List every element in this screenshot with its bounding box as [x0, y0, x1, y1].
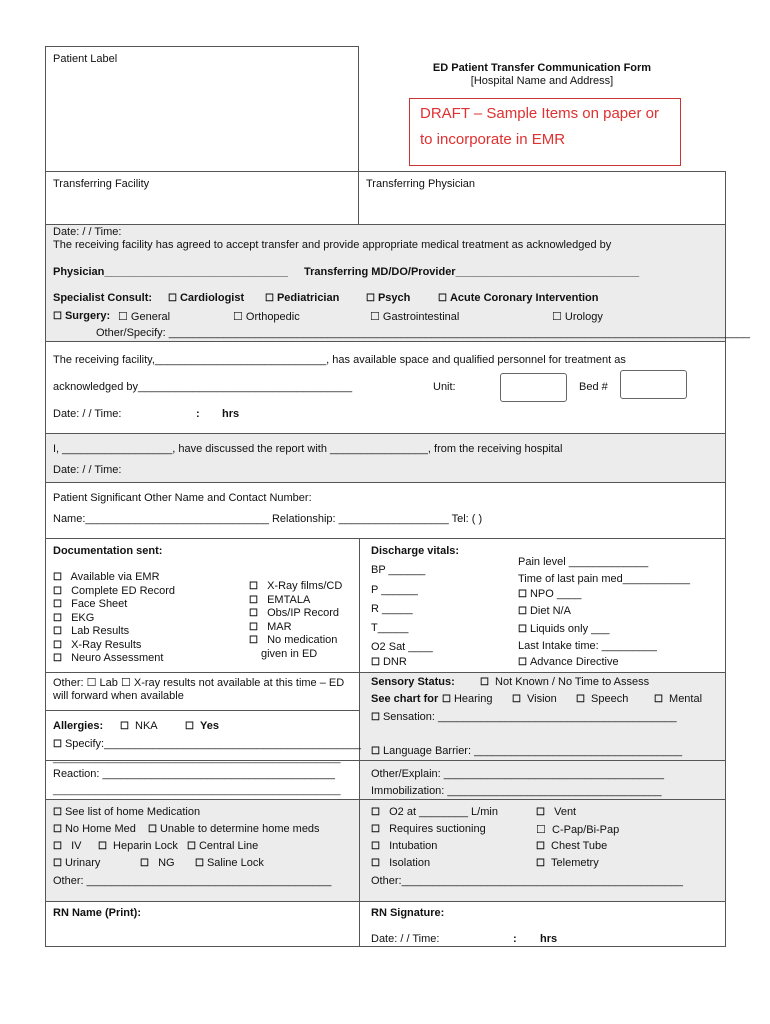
doc-item: ☐ EKG — [53, 611, 95, 624]
pain-level[interactable]: Pain level _____________ — [518, 556, 649, 568]
documentation-left-list[interactable] — [53, 571, 175, 666]
form-title: ED Patient Transfer Communication Form — [432, 62, 652, 74]
iv-checkbox[interactable]: ☐ IV — [53, 840, 82, 852]
doc-item: ☐ Available via EMR — [53, 571, 160, 583]
psych-checkbox[interactable]: ☐ Psych — [366, 292, 411, 304]
transferring-physician[interactable]: Transferring Physician — [366, 178, 476, 190]
orthopedic-checkbox[interactable]: ☐ Orthopedic — [233, 311, 300, 323]
doc-item: ☐ X-Ray films/CD — [249, 580, 343, 592]
bed-input[interactable] — [620, 370, 687, 399]
doc-other-line2: will forward when available — [53, 690, 184, 702]
contact-name[interactable]: Name:______________________________ Relationship: __________________ Tel: ( ) — [53, 513, 483, 525]
vision-checkbox[interactable]: ☐ Vision — [512, 693, 557, 705]
signature-hrs: hrs — [540, 933, 558, 945]
pediatrician-checkbox[interactable]: ☐ Pediatrician — [265, 292, 340, 304]
saline-lock-checkbox[interactable]: ☐ Saline Lock — [195, 857, 264, 869]
not-known-checkbox[interactable]: ☐ Not Known / No Time to Assess — [480, 676, 650, 688]
cpap-checkbox[interactable]: ☐ C-Pap/Bi-Pap — [536, 824, 620, 836]
suctioning-checkbox[interactable]: ☐ Requires suctioning — [371, 823, 486, 835]
acceptance-date[interactable]: Date: / / Time: — [53, 226, 122, 238]
resp-field[interactable]: R _____ — [371, 603, 413, 615]
doc-item: ☐ MAR — [249, 620, 292, 633]
see-chart-label: See chart for — [371, 693, 439, 705]
draft-notice: DRAFT – Sample Items on paper or to incorporate in EMR — [409, 98, 681, 166]
home-med-list-checkbox[interactable]: ☐ See list of home Medication — [53, 806, 201, 818]
doc-item: ☐ No medication — [249, 634, 338, 646]
mental-checkbox[interactable]: ☐ Mental — [654, 693, 703, 705]
doc-item: ☐ X-Ray Results — [53, 638, 142, 651]
contact-title: Patient Significant Other Name and Contact Number: — [53, 492, 312, 504]
bed-label: Bed # — [579, 381, 608, 393]
last-pain-med[interactable]: Time of last pain med___________ — [518, 573, 691, 585]
central-line-checkbox[interactable]: ☐ Central Line — [187, 840, 259, 852]
dnr-checkbox[interactable]: ☐ DNR — [371, 656, 407, 668]
hospital-name: [Hospital Name and Address] — [470, 75, 614, 87]
diet-checkbox[interactable]: ☐ Diet N/A — [518, 605, 571, 617]
specify-field[interactable]: ☐ Specify:__________________________________________ — [53, 738, 362, 750]
nka-checkbox[interactable]: ☐ NKA — [120, 720, 158, 732]
intubation-checkbox[interactable]: ☐ Intubation — [371, 840, 438, 852]
time-colon: : — [196, 408, 200, 420]
unit-input[interactable] — [500, 373, 567, 402]
npo-checkbox[interactable]: ☐ NPO ____ — [518, 588, 582, 600]
rn-signature-field[interactable]: RN Signature: — [371, 907, 445, 919]
no-home-med-checkbox[interactable]: ☐ No Home Med — [53, 823, 136, 835]
doc-item: ☐ Neuro Assessment — [53, 652, 164, 664]
receiving-line1[interactable]: The receiving facility,____________________________, has available space and qualified personnel for treatment as — [53, 354, 626, 366]
other-specify[interactable]: Other/Specify: _______________________________________________________________________________________________ — [96, 327, 750, 339]
hrs-label: hrs — [222, 408, 240, 420]
isolation-checkbox[interactable]: ☐ Isolation — [371, 857, 431, 869]
aci-checkbox[interactable]: ☐ Acute Coronary Intervention — [438, 292, 599, 304]
signature-date[interactable]: Date: / / Time: — [371, 933, 440, 945]
md-field[interactable]: Transferring MD/DO/Provider______________________________ — [304, 266, 640, 278]
discussion-line[interactable]: I, __________________, have discussed the report with ________________, from the receiving hospital — [53, 443, 563, 455]
heparin-lock-checkbox[interactable]: ☐ Heparin Lock — [98, 840, 178, 852]
receiving-acknowledged[interactable]: acknowledged by___________________________________ — [53, 381, 353, 393]
doc-item: ☐ Face Sheet — [53, 598, 128, 610]
discussion-date[interactable]: Date: / / Time: — [53, 464, 122, 476]
pulse-field[interactable]: P ______ — [371, 584, 418, 596]
yes-checkbox[interactable]: ☐ Yes — [185, 720, 219, 732]
vitals-title: Discharge vitals: — [371, 545, 460, 557]
specify-field-cont[interactable]: _______________________________________________ — [53, 752, 341, 764]
bp-field[interactable]: BP ______ — [371, 564, 426, 576]
gastro-checkbox[interactable]: ☐ Gastrointestinal — [370, 311, 460, 323]
patient-label: Patient Label — [53, 53, 118, 65]
ng-checkbox[interactable]: ☐ NG — [140, 857, 175, 869]
resp-other-field[interactable]: Other:______________________________________________ — [371, 875, 683, 887]
signature-time-colon: : — [513, 933, 517, 945]
chest-tube-checkbox[interactable]: ☐ Chest Tube — [536, 840, 608, 852]
transferring-facility[interactable]: Transferring Facility — [53, 178, 150, 190]
allergies-label: Allergies: — [53, 720, 104, 732]
surgery-checkbox[interactable]: ☐ Surgery: — [53, 310, 111, 322]
liquids-checkbox[interactable]: ☐ Liquids only ___ — [518, 623, 610, 635]
vent-checkbox[interactable]: ☐ Vent — [536, 806, 577, 818]
reaction-field-cont[interactable]: _______________________________________________ — [53, 784, 341, 796]
sensation-field[interactable]: ☐ Sensation: _______________________________________ — [371, 711, 677, 723]
doc-item: ☐ Obs/IP Record — [249, 607, 340, 619]
last-intake[interactable]: Last Intake time: _________ — [518, 640, 657, 652]
o2sat-field[interactable]: O2 Sat ____ — [371, 641, 433, 653]
physician-field[interactable]: Physician______________________________ — [53, 266, 288, 278]
temp-field[interactable]: T_____ — [371, 622, 409, 634]
telemetry-checkbox[interactable]: ☐ Telemetry — [536, 857, 599, 869]
speech-checkbox[interactable]: ☐ Speech — [576, 693, 629, 705]
urinary-checkbox[interactable]: ☐ Urinary — [53, 857, 101, 869]
meds-other-field[interactable]: Other: ________________________________________ — [53, 875, 332, 887]
language-barrier-field[interactable]: ☐ Language Barrier: __________________________________ — [371, 745, 683, 757]
documentation-title: Documentation sent: — [53, 545, 163, 557]
advance-directive-checkbox[interactable]: ☐ Advance Directive — [518, 656, 619, 668]
acceptance-statement: The receiving facility has agreed to accept transfer and provide appropriate medical treatment as acknowledged by — [53, 239, 612, 251]
unit-label: Unit: — [433, 381, 456, 393]
doc-item: ☐ EMTALA — [249, 593, 311, 606]
sensory-label: Sensory Status: — [371, 676, 455, 688]
receiving-date[interactable]: Date: / / Time: — [53, 408, 122, 420]
documentation-right-list[interactable]: ☐ X-Ray films/CD ☐ EMTALA ☐ Obs/IP Record ☐ MAR ☐ No medication given in ED — [249, 580, 343, 660]
urology-checkbox[interactable]: ☐ Urology — [552, 311, 603, 323]
o2-checkbox[interactable]: ☐ O2 at ________ L/min — [371, 806, 498, 818]
doc-item: ☐ Lab Results — [53, 625, 130, 637]
hearing-checkbox[interactable]: ☐ Hearing — [442, 693, 493, 705]
immobilization-field[interactable]: Immobilization: ___________________________________ — [371, 785, 662, 797]
doc-other-line1[interactable]: Other: ☐ Lab ☐ X-ray results not available at this time – ED — [53, 677, 345, 689]
other-explain-field[interactable]: Other/Explain: ____________________________________ — [371, 768, 664, 780]
general-checkbox[interactable]: ☐ General — [118, 311, 171, 323]
specialist-label: Specialist Consult: — [53, 292, 153, 304]
cardiologist-checkbox[interactable]: ☐ Cardiologist — [168, 292, 245, 304]
reaction-field[interactable]: Reaction: ______________________________________ — [53, 768, 335, 780]
doc-item: ☐ Complete ED Record — [53, 584, 176, 597]
rn-name-field[interactable]: RN Name (Print): — [53, 907, 142, 919]
unable-determine-checkbox[interactable]: ☐ Unable to determine home meds — [148, 823, 320, 835]
